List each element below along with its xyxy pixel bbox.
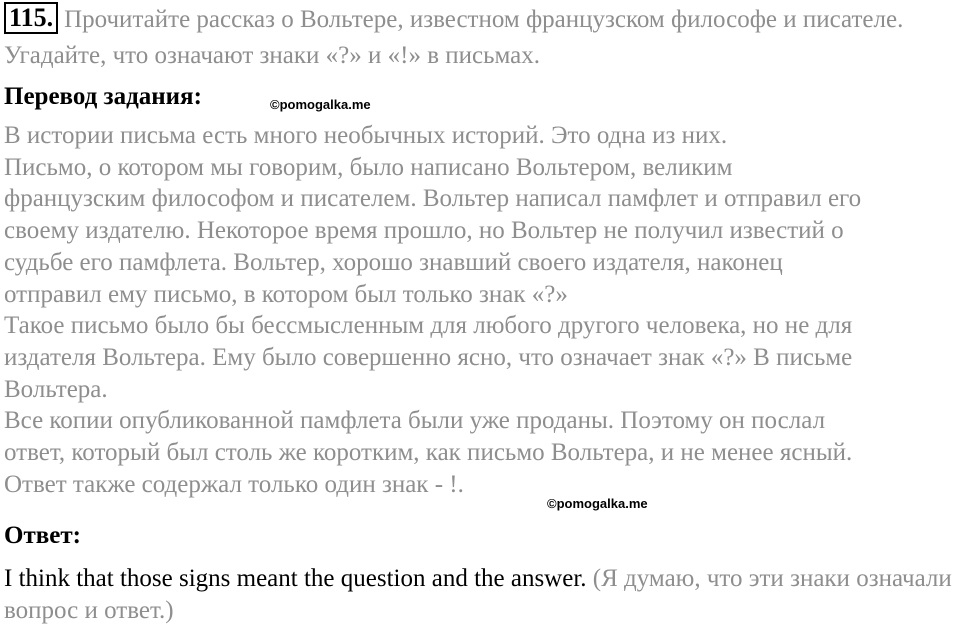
- translation-line: Ответ также содержал только один знак - !.: [4, 470, 464, 498]
- translation-line: французским философом и писателем. Вольтер написал памфлет и отправил его: [4, 185, 862, 213]
- translation-line: судьбе его памфлета. Вольтер, хорошо знавший своего издателя, наконец: [4, 248, 783, 276]
- translation-line: Все копии опубликованной памфлета были уже проданы. Поэтому он послал: [4, 407, 826, 435]
- translation-line: отправил ему письмо, в котором был только знак «?»: [4, 280, 568, 308]
- watermark: ©pomogalka.me: [547, 496, 648, 511]
- answer-heading: Ответ:: [4, 522, 81, 549]
- translation-line: Письмо, о котором мы говорим, было написано Вольтером, великим: [4, 153, 733, 181]
- translation-line: издателя Вольтера. Ему было совершенно ясно, что означает знак «?» В письме: [4, 343, 853, 371]
- watermark: ©pomogalka.me: [270, 97, 371, 112]
- translation-text: [4, 120, 954, 500]
- task-instruction: Прочитайте рассказ о Вольтере, известном французском философе и писателе. Угадайте, что означают знаки «?» и «!» в письмах.: [4, 6, 904, 69]
- translation-line: ответ, который был столь же коротким, как письмо Вольтера, и не менее ясный.: [4, 439, 853, 467]
- translation-line: Вольтера.: [4, 375, 108, 403]
- translation-line: своему издателю. Некоторое время прошло, но Вольтер не получил известий о: [4, 217, 844, 245]
- translation-heading: Перевод задания:: [4, 83, 202, 110]
- translation-line: В истории письма есть много необычных историй. Это одна из них.: [4, 122, 728, 149]
- answer-russian: (Я думаю, что эти знаки означали вопрос и ответ.): [4, 565, 952, 624]
- answer-text: [4, 563, 954, 627]
- translation-line: Такое письмо было бы бессмысленным для любого другого человека, но не для: [4, 312, 853, 340]
- answer-english: I think that those signs meant the question and the answer.: [4, 565, 587, 592]
- task-number: 115.: [4, 2, 58, 34]
- task-block: [4, 2, 954, 74]
